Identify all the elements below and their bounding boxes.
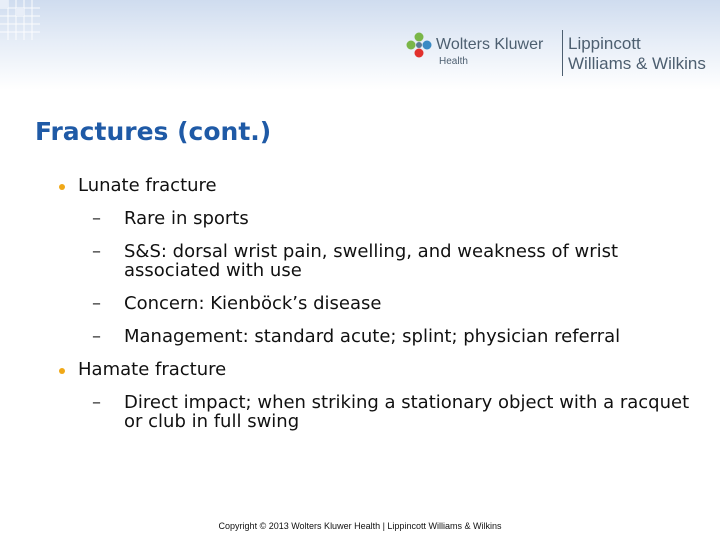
bullet-item (56, 360, 696, 379)
dash-marker: – (92, 392, 101, 413)
publisher-logo (406, 30, 716, 78)
sub-bullet-item (56, 294, 696, 313)
dash-marker: – (92, 241, 101, 262)
company-division: Health (439, 56, 468, 67)
company-name: Wolters Kluwer (436, 36, 544, 53)
wolters-kluwer-logo-icon (406, 32, 432, 58)
imprint-line-2: Williams & Wilkins (568, 54, 706, 73)
sub-bullet-text: Concern: Kienböck’s disease (124, 293, 382, 314)
sub-bullet-item (56, 393, 696, 431)
sub-bullet-item (56, 327, 696, 346)
sub-bullet-text: Management: standard acute; splint; physician referral (124, 326, 621, 347)
bullet-list (56, 176, 696, 445)
sub-bullet-text: S&S: dorsal wrist pain, swelling, and weakness of wrist associated with use (124, 241, 619, 281)
bullet-item (56, 176, 696, 195)
copyright-footer: Copyright © 2013 Wolters Kluwer Health | Lippincott Williams & Wilkins (218, 521, 502, 531)
dash-marker: – (92, 293, 101, 314)
dash-marker: – (92, 208, 101, 229)
sub-bullet-text: Rare in sports (124, 208, 249, 229)
sub-bullet-text: Direct impact; when striking a stationary object with a racquet or club in full swing (124, 392, 690, 432)
sub-bullet-item (56, 242, 696, 280)
dash-marker: – (92, 326, 101, 347)
imprint-line-1: Lippincott (568, 34, 641, 53)
bullet-dot-icon (59, 368, 65, 374)
slide-title: Fractures (cont.) (35, 117, 272, 146)
imprint-name (568, 34, 706, 74)
bullet-text: Lunate fracture (78, 175, 217, 196)
corner-grid-decoration (0, 0, 40, 40)
logo-divider (562, 30, 563, 76)
bullet-text: Hamate fracture (78, 359, 227, 380)
sub-bullet-item (56, 209, 696, 228)
bullet-dot-icon (59, 184, 65, 190)
